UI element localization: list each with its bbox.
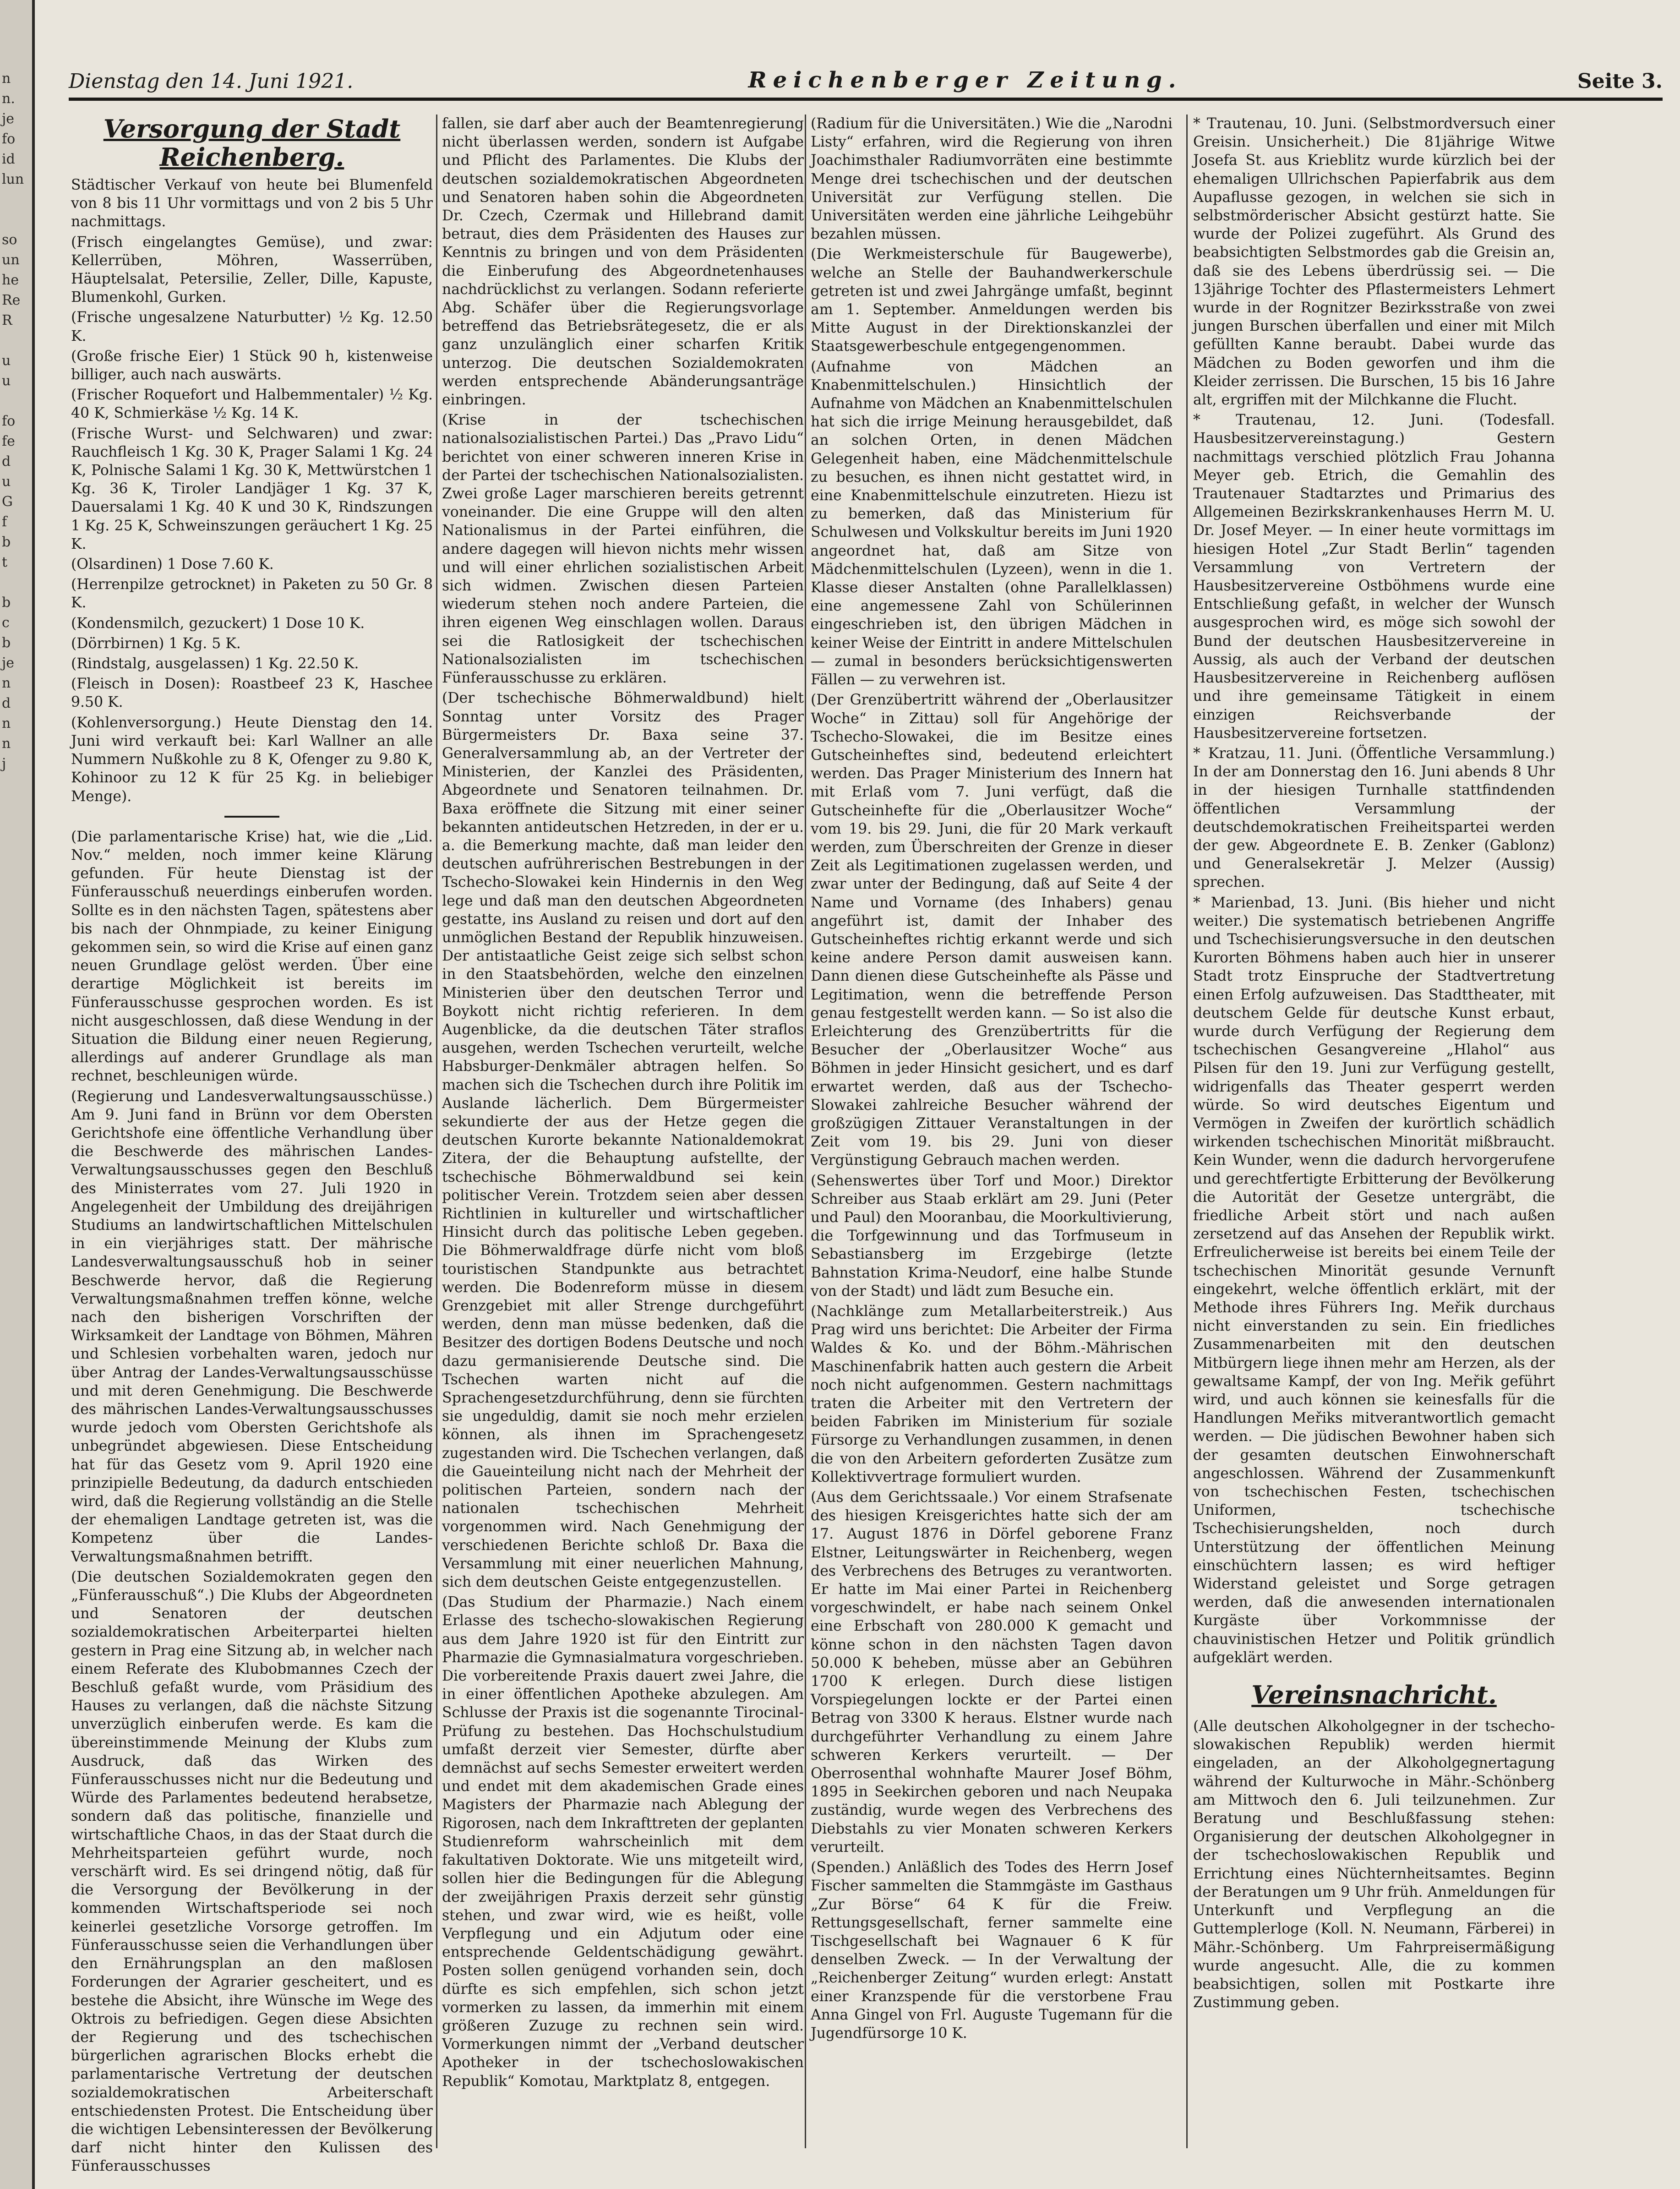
article-paragraph: (Herrenpilze getrocknet) in Paketen zu 50 Gr. 8 K. <box>71 576 433 611</box>
article-paragraph: * Trautenau, 10. Juni. (Selbstmordversuch einer Greisin. Unsicherheit.) Die 81jährige Witwe Josefa St. aus Krieblitz wurde kürzlich bei der ehemaligen Ullrichschen Papierfabrik aus dem Aupaflusse gezogen, in welchen sie sich in selbstmörderischer Absicht gestürzt hatte. Sie wurde der Polizei zugeführt. Als Grund des beabsichtigten Selbstmordes gab die Greisin an, daß sie des Lebens überdrüssig sei. — Die 13jährige Tochter des Pflastermeisters Lehmert wurde in der Rognitzer Bezirksstraße von zwei jungen Burschen überfallen und einer mit Milch gefüllten Kanne beraubt. Dabei wurde das Mädchen zu Boden geworfen und ihm die Kleider zerrissen. Die Burschen, 15 bis 16 Jahre alt, ergriffen mit der Milchkanne die Flucht. <box>1193 115 1555 409</box>
article-paragraph: (Spenden.) Anläßlich des Todes des Herrn Josef Fischer sammelten die Stammgäste im Gasthaus „Zur Börse“ 64 K für die Freiw. Rettungsgesellschaft, ferner sammelte eine Tischgesellschaft bei Wagnauer 6 K für denselben Zweck. — In der Verwaltung der „Reichenberger Zeitung“ wurden erlegt: Anstatt einer Kranzspende für die verstorbene Frau Anna Gingel von Frl. Auguste Tugemann für die Jugendfürsorge 10 K. <box>811 1859 1173 2042</box>
article-paragraph: (Alle deutschen Alkoholgegner in der tschecho-slowakischen Republik) werden hiermit eingeladen, an der Alkoholgegnertagung während der Kulturwoche in Mähr.-Schönberg am Mittwoch den 6. Juli teilzunehmen. Zur Beratung und Beschlußfassung stehen: Organisierung der deutschen Alkoholgegner in der tschechoslowakischen Republik und Errichtung eines Nüchternheitsamtes. Beginn der Beratungen um 9 Uhr früh. Anmeldungen für Unterkunft und Verpflegung an die Guttemplerloge (Koll. N. Neumann, Färberei) in Mähr.-Schönberg. Um Fahrpreisermäßigung wurde angesucht. Alle, die zu kommen beabsichtigen, sollen mit Postkarte ihre Zustimmung geben. <box>1193 1718 1555 2011</box>
article-paragraph: (Radium für die Universitäten.) Wie die „Narodni Listy“ erfahren, wird die Regierung von ihren Joachimsthaler Radiumvorräten eine bestimmte Menge drei tschechischen und der deutschen Universität zur Verfügung stellen. Die Universitäten werden eine jährliche Leihgebühr bezahlen müssen. <box>811 115 1173 243</box>
header-date: Dienstag den 14. Juni 1921. <box>69 70 354 93</box>
page-number: Seite 3. <box>1577 70 1663 93</box>
col3-block <box>811 115 1173 2042</box>
article-paragraph: (Aufnahme von Mädchen an Knabenmittelschulen.) Hinsichtlich der Aufnahme von Mädchen an Knabenmittelschulen hat sich die irrige Meinung herausgebildet, daß an solchen Orten, in denen Mädchen Gelegenheit haben, eine Mädchenmittelschule zu besuchen, es ihnen nicht gestattet wird, in eine Knabenmittelschule einzutreten. Hiezu ist zu bemerken, daß das Ministerium für Schulwesen und Volkskultur bereits im Juni 1920 angeordnet hat, daß am Sitze von Mädchenmittelschulen (Lyzeen), wenn in die 1. Klasse dieser Anstalten (ohne Parallelklassen) eine angemessene Zahl von Schülerinnen eingeschrieben ist, den übrigen Mädchen in keiner Weise der Eintritt in andere Mittelschulen — zumal in besonders berücksichtigenswerten Fällen — zu verwehren ist. <box>811 358 1173 688</box>
article-paragraph: (Kondensmilch, gezuckert) 1 Dose 10 K. <box>71 615 365 632</box>
article-paragraph: (Die Werkmeisterschule für Baugewerbe), welche an Stelle der Bauhandwerkerschule getreten ist und zwei Jahrgänge umfaßt, beginnt am 1. September. Anmeldungen werden bis Mitte August in der Direktionskanzlei der Staatsgewerbeschule entgegengenommen. <box>811 246 1173 355</box>
article-paragraph: (Frisch eingelangtes Gemüse), und zwar: Kellerrüben, Möhren, Wasserrüben, Häuptelsalat, Petersilie, Zeller, Dille, Kapuste, Blumenkohl, Gurken. <box>71 234 433 306</box>
col4-block-1 <box>1193 115 1555 1667</box>
article-paragraph: fallen, sie darf aber auch der Beamtenregierung nicht überlassen werden, sondern ist Aufgabe und Pflicht des Parlamentes. Die Klubs der deutschen sozialdemokratischen Abgeordneten und Senatoren haben sohin die Abgeordneten Dr. Czech, Czermak und Hillebrand damit betraut, dies dem Präsidenten des Hauses zur Kenntnis zu bringen und von dem Präsidenten die Einberufung des Abgeordnetenhauses nachdrücklichst zu verlangen. Sodann referierte Abg. Schäfer über die Regierungsvorlage betreffend das Betriebsrätegesetz, die er als ganz unzulänglich einer scharfen Kritik unterzog. Die deutschen Sozialdemokraten werden entsprechende Abänderungsanträge einbringen. <box>442 115 804 409</box>
article-paragraph: (Große frische Eier) 1 Stück 90 h, kistenweise billiger, auch nach auswärts. <box>71 348 433 383</box>
article-paragraph: * Marienbad, 13. Juni. (Bis hieher und nicht weiter.) Die systematisch betriebenen Angriffe und Tschechisierungsversuche in den deutschen Kurorten Böhmens haben auch hier in unserer Stadt trotz Einspruche der Stadtvertretung einen Erfolg aufzuweisen. Das Stadttheater, mit deutschem Gelde für deutsche Kunst erbaut, wurde durch Verfügung der Regierung dem tschechischen Gesangvereine „Hlahol“ aus Pilsen für den 19. Juni zur Verfügung gestellt, widrigenfalls das Theater gesperrt werden würde. So wird deutsches Eigentum und Vermögen in Zweifen der kurörtlich schädlich wirkenden tschechischen Minorität mißbraucht. Kein Wunder, wenn die dadurch hervorgerufene und gerechtfertigte Erbitterung der Bevölkerung die Autorität der Gesetze untergräbt, die friedliche Arbeit stört und nach außen zersetzend auf das Ansehen der Republik wirkt. Erfreulicherweise ist bereits bei einem Teile der tschechischen Minorität gesunde Vernunft eingekehrt, welche öffentlich erklärt, mit der Methode ihres Führers Ing. Meřik durchaus nicht einverstanden zu sein. Ein friedliches Zusammenarbeiten mit den deutschen Mitbürgern liege ihnen mehr am Herzen, als der gewaltsame Kampf, der von Ing. Meřik geführt wird, und auch können sie keinesfalls für die Handlungen Meřiks mitverantwortlich gemacht werden. — Die jüdischen Bewohner haben sich der gesamten deutschen Einwohnerschaft angeschlossen. Während der Zusammenkunft von tschechischen Festen, tschechischen Uniformen, tschechische Tschechisierungshelden, noch durch Unterstützung der öffentlichen Meinung einschüchtern lassen; es wird heftiger Widerstand geleistet und Sorge getragen werden, daß die anwesenden internationalen Kurgäste über Vorkommnisse der chauvinistischen Hetzer und Politik gründlich aufgeklärt werden. <box>1193 894 1555 1666</box>
column-3 <box>811 115 1173 2148</box>
column-4 <box>1193 115 1555 2148</box>
article-paragraph: (Sehenswertes über Torf und Moor.) Direktor Schreiber aus Staab erklärt am 29. Juni (Peter und Paul) den Mooranbau, die Moorkultivierung, die Torfgewinnung und das Torfmuseum in Sebastiansberg im Erzgebirge (letzte Bahnstation Krima-Neudorf, eine halbe Stunde von der Stadt) und lädt zum Besuche ein. <box>811 1172 1173 1299</box>
previous-page-edge <box>0 0 35 2189</box>
article-paragraph: (Nachklänge zum Metallarbeiterstreik.) Aus Prag wird uns berichtet: Die Arbeiter der Firma Waldes & Ko. und der Böhm.-Mährischen Maschinenfabrik hatten auch gestern die Arbeit noch nicht aufgenommen. Gestern nachmittags traten die Arbeiter mit den Vertretern der beiden Fabriken im Ministerium für soziale Fürsorge zu Verhandlungen zusammen, in denen die von den Arbeitern geforderten Zusätze zum Kollektivvertrage formuliert wurden. <box>811 1303 1173 1485</box>
article-paragraph: (Regierung und Landesverwaltungsausschüsse.) Am 9. Juni fand in Brünn vor dem Obersten Gerichtshofe eine öffentliche Verhandlung über die Beschwerde des mährischen Landes-Verwaltungsausschusses gegen den Beschluß des Ministerrates vom 27. Juli 1920 in Angelegenheit der Umbildung des dreijährigen Studiums an landwirtschaftlichen Mittelschulen in ein vierjähriges statt. Der mährische Landesverwaltungsausschuß hob in seiner Beschwerde hervor, daß die Regierung Verwaltungsmaßnahmen treffen könne, welche nach den bisherigen Vorschriften der Wirksamkeit der Landtage von Böhmen, Mähren und Schlesien vorbehalten waren, jedoch nur über Antrag der Landes-Verwaltungsausschüsse und mit deren Genehmigung. Die Beschwerde des mährischen Landes-Verwaltungsausschusses wurde jedoch vom Obersten Gerichtshofe als unbegründet abgewiesen. Diese Entscheidung hat für das Gesetz vom 9. April 1920 eine prinzipielle Bedeutung, da dadurch entschieden wird, daß die Regierung vollständig an die Stelle der ehemaligen Landtage getreten ist, was die Kompetenz über die Landes-Verwaltungsmaßnahmen betrifft. <box>71 1088 433 1565</box>
article-paragraph: (Krise in der tschechischen nationalsozialistischen Partei.) Das „Pravo Lidu“ berichtet von einer schweren inneren Krise in der Partei der tschechischen Nationalsozialisten. Zwei große Lager marschieren bereits getrennt voneinander. Die eine Gruppe will den alten Nationalismus in der Partei einführen, die andere dagegen will hievon nichts mehr wissen und will einer ehrlichen sozialistischen Arbeit sich widmen. Zwischen diesen Parteien wiederum stehen noch andere Parteien, die ihren eigenen Weg einschlagen wollen. Daraus sei die Ratlosigkeit der tschechischen Nationalsozialisten im tschechischen Fünferausschusse zu erklären. <box>442 412 804 687</box>
article-paragraph: (Kohlenversorgung.) Heute Dienstag den 14. Juni wird verkauft bei: Karl Wallner an alle Nummern Nußkohle zu 8 K, Ofenger zu 9.80 K, Kohinoor zu 12 K für 25 Kg. in beliebiger Menge). <box>71 714 433 805</box>
column-rule <box>805 115 806 2148</box>
article-paragraph: (Frischer Roquefort und Halbemmentaler) ½ Kg. 40 K, Schmierkäse ½ Kg. 14 K. <box>71 387 433 422</box>
article-paragraph: Städtischer Verkauf von heute bei Blumenfeld von 8 bis 11 Uhr vormittags und von 2 bis 5 Uhr nachmittags. <box>71 177 433 230</box>
headline-versorgung: Versorgung der Stadt Reichenberg. <box>103 114 401 172</box>
section-divider <box>224 816 279 818</box>
article-paragraph: * Trautenau, 12. Juni. (Todesfall. Hausbesitzervereinstagung.) Gestern nachmittags verschied plötzlich Frau Johanna Meyer geb. Etrich, die Gemahlin des Trautenauer Stadtarztes und Primarius des Allgemeinen Bezirkskrankenhauses Herrn M. U. Dr. Josef Meyer. — In einer heute vormittags im hiesigen Hotel „Zur Stadt Berlin“ tagenden Versammlung von Vertretern der Hausbesitzervereine Ostböhmens wurde eine Entschließung gefaßt, in welcher der Wunsch ausgesprochen wird, es möge sich sowohl der Bund der deutschen Hausbesitzervereine in Aussig, als auch der Verband der deutschen Hausbesitzervereine in Reichenberg auflösen und ihre gemeinsame Tätigkeit in einem einzigen Reichsverbande der Hausbesitzervereine fortsetzen. <box>1193 412 1555 742</box>
column-1 <box>71 114 433 2175</box>
col2-block <box>442 115 804 2091</box>
page-header <box>69 69 1663 101</box>
col4-block-2 <box>1193 1717 1555 2012</box>
article-paragraph: (Die deutschen Sozialdemokraten gegen den „Fünferausschuß“.) Die Klubs der Abgeordneten und Senatoren der deutschen sozialdemokratischen Arbeiterpartei hielten gestern in Prag eine Sitzung ab, in welcher nach einem Referate des Klubobmannes Czech der Beschluß gefaßt wurde, vom Präsidium des Hauses zu verlangen, daß die nächste Sitzung unverzüglich einberufen werde. Es kam die übereinstimmende Meinung der Klubs zum Ausdruck, daß das Wirken des Fünferausschusses nicht nur die Bedeutung und Würde des Parlamentes bedeutend herabsetze, sondern daß das politische, finanzielle und wirtschaftliche Chaos, in das der Staat durch die Mehrheitsparteien geführt wurde, noch verschärft wird. Es sei dringend nötig, daß für die Versorgung der Bevölkerung in der kommenden Wirtschaftsperiode sei noch keinerlei gesetzliche Vorsorge getroffen. Im Fünferausschusse seien die Verhandlungen über den Ernährungsplan an den maßlosen Forderungen der Agrarier gescheitert, und es bestehe die Absicht, ihre Wünsche im Wege des Oktrois zu befriedigen. Gegen diese Absichten der Regierung und des tschechischen bürgerlichen agrarischen Blocks erhebt die parlamentarische Vertretung der deutschen sozialdemokratischen Arbeiterschaft entschiedensten Protest. Die Entscheidung über die wichtigen Lebensinteressen der Bevölkerung darf nicht hinter den Kulissen des Fünferausschusses <box>71 1568 433 2175</box>
column-2 <box>442 115 804 2148</box>
col1-block-2 <box>71 828 433 2176</box>
article-paragraph: (Die parlamentarische Krise) hat, wie die „Lid. Nov.“ melden, noch immer keine Klärung gefunden. Für heute Dienstag ist der Fünferausschuß neuerdings einberufen worden. Sollte es in den nächsten Tagen, spätestens aber bis nach der Ohnmpiade, zu keiner Einigung gekommen sein, so wird die Krise auf einen ganz neuen Grundlage gelöst werden. Über eine derartige Möglichkeit ist bereits im Fünferausschusse gesprochen worden. Es ist nicht ausgeschlossen, daß diese Wendung in der Situation die Bildung einer neuen Regierung, allerdings auf anderer Grundlage als man rechnet, beschleunigen würde. <box>71 828 433 1085</box>
article-paragraph: (Der Grenzübertritt während der „Oberlausitzer Woche“ in Zittau) soll für Angehörige der Tschecho-Slowakei, die im Besitze eines Gutscheinheftes sind, bedeutend erleichtert werden. Das Prager Ministerium des Innern hat mit Erlaß vom 7. Juni verfügt, daß die Gutscheinhefte für die „Oberlausitzer Woche“ vom 19. bis 29. Juni, die für 20 Mark verkauft werden, zum Überschreiten der Grenze in dieser Zeit als Legitimationen zugelassen werden, und zwar unter der Bedingung, daß auf Seite 4 der Name und Vorname (des Inhabers) genau angeführt ist, damit der Inhaber des Gutscheinheftes richtig erkannt werde und sich keine andere Person damit ausweisen kann. Dann dienen diese Gutscheinhefte als Pässe und Legitimation, wenn die betreffende Person genau festgestellt werden kann. — So ist also die Erleichterung des Grenzübertritts für die Besucher der „Oberlausitzer Woche“ aus Böhmen in jeder Hinsicht gesichert, und es darf erwartet werden, daß aus der Tschecho-Slowakei zahlreiche Besucher während der großzügigen Zittauer Veranstaltungen in der Zeit vom 19. bis 29. Juni von dieser Vergünstigung Gebrauch machen werden. <box>811 692 1173 1169</box>
article-paragraph: (Rindstalg, ausgelassen) 1 Kg. 22.50 K. <box>71 655 359 672</box>
article-paragraph: (Dörrbirnen) 1 Kg. 5 K. <box>71 635 241 652</box>
article-paragraph: (Der tschechische Böhmerwaldbund) hielt Sonntag unter Vorsitz des Prager Bürgermeisters Dr. Baxa seine 37. Generalversammlung ab, an der Vertreter der Ministerien, der Kanzlei des Präsidenten, Abgeordnete und Senatoren teilnahmen. Dr. Baxa eröffnete die Sitzung mit einer seiner bekannten antideutschen Hetzreden, in der er u. a. die Bemerkung machte, daß man leider den deutschen aufrührerischen Bestrebungen in der Tschecho-Slowakei kein Hindernis in den Weg lege und daß man den deutschen Abgeordneten gestatte, ins Ausland zu reisen und dort auf den unmöglichen Bestand der Republik hinzuweisen. Der antistaatliche Geist zeige sich selbst schon in den Staatsbehörden, welche den einzelnen Ministerien über den deutschen Terror und Boykott nicht richtig referieren. In dem Augenblicke, da die deutschen Täter straflos ausgehen, werden Tschechen verurteilt, welche Habsburger-Denkmäler abtragen helfen. So machen sich die Tschechen durch ihre Politik im Auslande lächerlich. Dem Bürgermeister sekundierte der aus der Hetze gegen die deutschen Kurorte bekannte Nationaldemokrat Zitera, der die Behauptung aufstellte, der tschechische Böhmerwaldbund sei kein politischer Verein. Trotzdem seien aber dessen Richtlinien in kultureller und wirtschaftlicher Hinsicht durch das politische Leben gegeben. Die Böhmerwaldfrage dürfe nicht vom bloß touristischen Standpunkte aus betrachtet werden. Die Bodenreform müsse in diesem Grenzgebiet mit aller Strenge durchgeführt werden, denn man müsse bedenken, daß die Besitzer des dortigen Bodens Deutsche und noch dazu germanisierende Deutsche sind. Die Tschechen warten nicht auf die Sprachengesetzdurchführung, denn sie fürchten sie ungeduldig, damit sie noch mehr erzielen können, als ihnen im Sprachengesetz zugestanden wird. Die Tschechen verlangen, daß die Gaueinteilung nicht nach der Mehrheit der politischen Parteien, sondern nach der nationalen tschechischen Mehrheit vorgenommen wird. Nach Genehmigung der verschiedenen Berichte schloß Dr. Baxa die Versammlung mit einer neuerlichen Mahnung, sich dem deutschen Geiste entgegenzustellen. <box>442 690 804 1591</box>
newspaper-title: Reichenberger Zeitung. <box>748 67 1183 93</box>
article-paragraph: * Kratzau, 11. Juni. (Öffentliche Versammlung.) In der am Donnerstag den 16. Juni abends 8 Uhr in der hiesigen Turnhalle stattfindenden öffentlichen Versammlung der deutschdemokratischen Freiheitspartei werden der gew. Abgeordnete E. B. Zenker (Gablonz) und Generalsekretär J. Melzer (Aussig) sprechen. <box>1193 745 1555 891</box>
article-paragraph: (Fleisch in Dosen): Roastbeef 23 K, Haschee 9.50 K. <box>71 676 433 711</box>
edge-fragments: n n. je fo id lun so un he Re R u u fo fe d u G f b t b c b je n d n n j <box>2 71 24 772</box>
article-paragraph: (Das Studium der Pharmazie.) Nach einem Erlasse des tschecho-slowakischen Regierung aus dem Jahre 1920 ist für den Eintritt zur Pharmazie die Gymnasialmatura vorgeschrieben. Die vorbereitende Praxis dauert zwei Jahre, die in einer öffentlichen Apotheke abzulegen. Am Schlusse der Praxis ist die sogenannte Tirocinal-Prüfung zu bestehen. Das Hochschulstudium umfaßt derzeit vier Semester, dürfte aber demnächst auf sechs Semester erweitert werden und endet mit dem akademischen Grade eines Magisters der Pharmazie nach Ablegung der Rigorosen, nach dem Inkrafttreten der geplanten Studienreform wahrscheinlich mit dem fakultativen Doktorate. Wie uns mitgeteilt wird, sollen hier die Bedingungen für die Ablegung der zweijährigen Praxis derzeit sehr günstig stehen, und zwar wird, wie es heißt, volle Verpflegung und ein Adjutum oder eine entsprechende Geldentschädigung gewährt. Posten sollen genügend vorhanden sein, doch dürfte es sich empfehlen, sich schon jetzt vormerken zu lassen, da immerhin mit einem größeren Zuzuge zu rechnen sein wird. Vormerkungen nimmt der „Verband deutscher Apotheker in der tschechoslowakischen Republik“ Komotau, Marktplatz 8, entgegen. <box>442 1594 804 2090</box>
section-title-vereinsnachricht: Vereinsnachricht. <box>1251 1680 1497 1710</box>
column-rule <box>436 115 437 2148</box>
col1-block-1 <box>71 176 433 806</box>
article-paragraph: (Olsardinen) 1 Dose 7.60 K. <box>71 556 274 573</box>
column-rule <box>1186 115 1188 2148</box>
article-paragraph: (Frische Wurst- und Selchwaren) und zwar: Rauchfleisch 1 Kg. 30 K, Prager Salami 1 Kg. 24 K, Polnische Salami 1 Kg. 30 K, Mettwürstchen 1 Kg. 36 K, Tiroler Landjäger 1 Kg. 37 K, Dauersalami 1 Kg. 40 K und 30 K, Rindszungen 1 Kg. 25 K, Schweinszungen geräuchert 1 Kg. 25 K. <box>71 425 433 552</box>
article-paragraph: (Frische ungesalzene Naturbutter) ½ Kg. 12.50 K. <box>71 309 433 344</box>
article-paragraph: (Aus dem Gerichtssaale.) Vor einem Strafsenate des hiesigen Kreisgerichtes hatte sich der am 17. August 1876 in Dörfel geborene Franz Elstner, Leitungswärter in Reichenberg, wegen des Verbrechens des Betruges zu verantworten. Er hatte im Mai einer Partei in Reichenberg vorgeschwindelt, er habe nach seinem Onkel eine Erbschaft von 280.000 K gemacht und könne schon in den nächsten Tagen davon 50.000 K beheben, müsse aber an Gebühren 1700 K erlegen. Durch diese listigen Vorspiegelungen lockte er der Partei einen Betrag von 3300 K heraus. Elstner wurde nach durchgeführter Verhandlung zu einem Jahre schweren Kerkers verurteilt. — Der Oberrosenthal wohnhafte Maurer Josef Böhm, 1895 in Seekirchen geboren und nach Neupaka zuständig, wurde wegen des Verbrechens des Diebstahls zu vier Monaten schweren Kerkers verurteilt. <box>811 1489 1173 1856</box>
